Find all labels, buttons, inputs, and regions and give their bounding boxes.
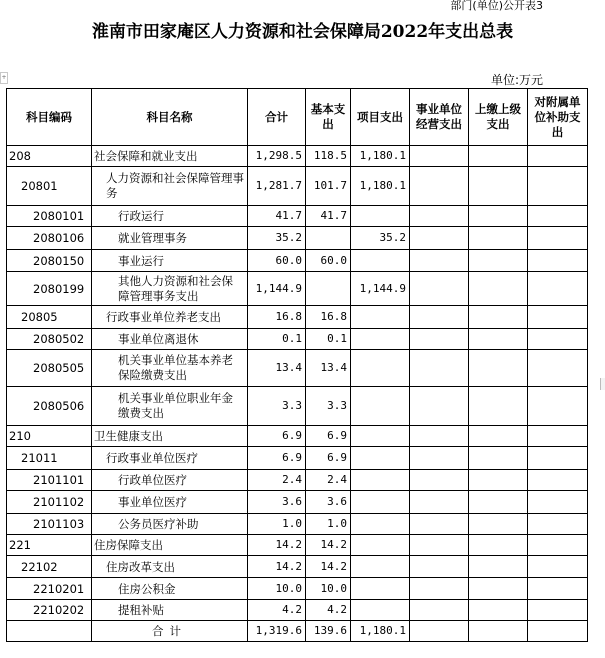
row-code: 208 [7,146,92,167]
row-total: 16.8 [248,306,306,329]
row-upper [469,329,528,350]
row-name: 事业单位离退休 [92,329,248,350]
row-code: 2080101 [7,206,92,227]
table-row [7,447,588,470]
row-code: 21011 [7,447,92,470]
row-project [351,426,410,447]
row-basic: 101.7 [306,167,351,206]
row-basic: 14.2 [306,535,351,556]
row-name: 公务员医疗补助 [92,514,248,535]
row-project: 1,180.1 [351,146,410,167]
row-code: 2210201 [7,578,92,600]
page-title: 淮南市田家庵区人力资源和社会保障局2022年支出总表 [91,22,514,42]
row-subsidy [528,146,588,167]
row-total: 13.4 [248,350,306,387]
row-subsidy [528,167,588,206]
row-subsidy [528,426,588,447]
row-project [351,329,410,350]
row-code: 221 [7,535,92,556]
row-basic: 6.9 [306,426,351,447]
row-project [351,447,410,470]
row-subsidy [528,306,588,329]
row-resize-handle-icon[interactable] [600,378,605,390]
header-upper: 上缴上级支出 [469,89,528,146]
row-business [410,206,469,227]
row-code: 210 [7,426,92,447]
header-subsidy: 对附属单位补助支出 [528,89,588,146]
row-project [351,535,410,556]
row-subsidy [528,514,588,535]
row-name: 行政运行 [92,206,248,227]
row-total: 14.2 [248,556,306,578]
row-basic: 41.7 [306,206,351,227]
table-move-handle-icon[interactable]: + [0,72,8,84]
table-row [7,578,588,600]
row-subsidy [528,387,588,426]
row-upper [469,447,528,470]
row-name: 住房保障支出 [92,535,248,556]
row-name: 行政单位医疗 [92,470,248,491]
total-upper [469,621,528,642]
row-total: 60.0 [248,250,306,272]
row-code: 2080199 [7,272,92,306]
row-upper [469,227,528,250]
row-project: 1,144.9 [351,272,410,306]
row-business [410,426,469,447]
table-row [7,535,588,556]
table-row [7,491,588,514]
row-code: 2080502 [7,329,92,350]
row-code: 20805 [7,306,92,329]
row-business [410,491,469,514]
header-project: 项目支出 [351,89,410,146]
header-name: 科目名称 [92,89,248,146]
total-sum: 1,319.6 [248,621,306,642]
row-name: 人力资源和社会保障管理事务 [92,167,248,206]
row-code: 2101103 [7,514,92,535]
header-code: 科目编码 [7,89,92,146]
row-total: 14.2 [248,535,306,556]
row-name: 行政事业单位医疗 [92,447,248,470]
row-business [410,146,469,167]
row-subsidy [528,447,588,470]
row-code: 2080505 [7,350,92,387]
row-total: 6.9 [248,426,306,447]
row-total: 10.0 [248,578,306,600]
row-business [410,306,469,329]
row-basic: 0.1 [306,329,351,350]
row-business [410,387,469,426]
row-code: 22102 [7,556,92,578]
row-upper [469,556,528,578]
row-project [351,206,410,227]
expenditure-table [6,88,588,642]
row-basic: 118.5 [306,146,351,167]
row-total: 35.2 [248,227,306,250]
row-name: 机关事业单位职业年金缴费支出 [92,387,248,426]
row-name: 其他人力资源和社会保障管理事务支出 [92,272,248,306]
row-project: 35.2 [351,227,410,250]
row-subsidy [528,600,588,621]
total-basic: 139.6 [306,621,351,642]
total-code-cell [7,621,92,642]
row-name: 事业运行 [92,250,248,272]
row-project [351,250,410,272]
table-row [7,146,588,167]
row-basic [306,227,351,250]
row-project [351,350,410,387]
row-basic: 2.4 [306,470,351,491]
row-basic: 60.0 [306,250,351,272]
row-total: 1,144.9 [248,272,306,306]
row-code: 2080150 [7,250,92,272]
document-label: 部门(单位)公开表3 [450,0,543,12]
row-subsidy [528,250,588,272]
row-subsidy [528,535,588,556]
row-business [410,227,469,250]
row-project [351,470,410,491]
row-upper [469,470,528,491]
row-business [410,447,469,470]
row-business [410,167,469,206]
row-subsidy [528,350,588,387]
row-basic [306,272,351,306]
table-row [7,167,588,206]
header-business: 事业单位经营支出 [410,89,469,146]
row-upper [469,206,528,227]
row-upper [469,167,528,206]
row-name: 社会保障和就业支出 [92,146,248,167]
total-business [410,621,469,642]
table-row [7,350,588,387]
total-subsidy [528,621,588,642]
header-total: 合计 [248,89,306,146]
header-basic: 基本支出 [306,89,351,146]
row-total: 1.0 [248,514,306,535]
row-upper [469,350,528,387]
row-upper [469,535,528,556]
row-upper [469,491,528,514]
row-subsidy [528,578,588,600]
row-upper [469,146,528,167]
row-name: 提租补贴 [92,600,248,621]
row-subsidy [528,227,588,250]
row-subsidy [528,206,588,227]
row-subsidy [528,272,588,306]
row-business [410,272,469,306]
row-total: 4.2 [248,600,306,621]
row-business [410,470,469,491]
row-name: 机关事业单位基本养老保险缴费支出 [92,350,248,387]
row-basic: 13.4 [306,350,351,387]
row-subsidy [528,491,588,514]
row-basic: 16.8 [306,306,351,329]
row-business [410,250,469,272]
row-code: 20801 [7,167,92,206]
row-total: 1,298.5 [248,146,306,167]
header-row [7,89,588,146]
row-project [351,578,410,600]
table-row [7,306,588,329]
row-name: 行政事业单位养老支出 [92,306,248,329]
row-upper [469,306,528,329]
row-business [410,329,469,350]
row-subsidy [528,470,588,491]
row-name: 住房公积金 [92,578,248,600]
row-project [351,600,410,621]
row-project [351,514,410,535]
unit-label: 单位:万元 [490,73,543,87]
row-code: 2101101 [7,470,92,491]
row-upper [469,426,528,447]
table-row [7,514,588,535]
total-project: 1,180.1 [351,621,410,642]
row-basic: 6.9 [306,447,351,470]
row-upper [469,272,528,306]
row-basic: 14.2 [306,556,351,578]
table-row [7,227,588,250]
row-code: 2080506 [7,387,92,426]
row-total: 6.9 [248,447,306,470]
row-subsidy [528,556,588,578]
row-business [410,600,469,621]
total-row [7,621,588,642]
row-project [351,306,410,329]
table-row [7,250,588,272]
row-project: 1,180.1 [351,167,410,206]
row-name: 卫生健康支出 [92,426,248,447]
row-business [410,556,469,578]
row-code: 2210202 [7,600,92,621]
row-total: 41.7 [248,206,306,227]
table-row [7,272,588,306]
row-business [410,578,469,600]
table-row [7,426,588,447]
row-upper [469,250,528,272]
table-row [7,206,588,227]
row-project [351,491,410,514]
row-code: 2080106 [7,227,92,250]
row-name: 住房改革支出 [92,556,248,578]
total-label: 合计 [92,621,248,642]
row-name: 就业管理事务 [92,227,248,250]
row-code: 2101102 [7,491,92,514]
row-upper [469,387,528,426]
table-row [7,470,588,491]
row-basic: 3.3 [306,387,351,426]
row-basic: 1.0 [306,514,351,535]
row-upper [469,514,528,535]
row-business [410,350,469,387]
row-total: 3.6 [248,491,306,514]
row-project [351,387,410,426]
row-total: 0.1 [248,329,306,350]
row-project [351,556,410,578]
row-business [410,514,469,535]
row-basic: 3.6 [306,491,351,514]
row-total: 3.3 [248,387,306,426]
table-row [7,600,588,621]
row-subsidy [528,329,588,350]
row-total: 2.4 [248,470,306,491]
table-row [7,387,588,426]
row-upper [469,578,528,600]
table-row [7,556,588,578]
row-basic: 4.2 [306,600,351,621]
row-name: 事业单位医疗 [92,491,248,514]
table-row [7,329,588,350]
row-upper [469,600,528,621]
row-total: 1,281.7 [248,167,306,206]
row-basic: 10.0 [306,578,351,600]
row-business [410,535,469,556]
